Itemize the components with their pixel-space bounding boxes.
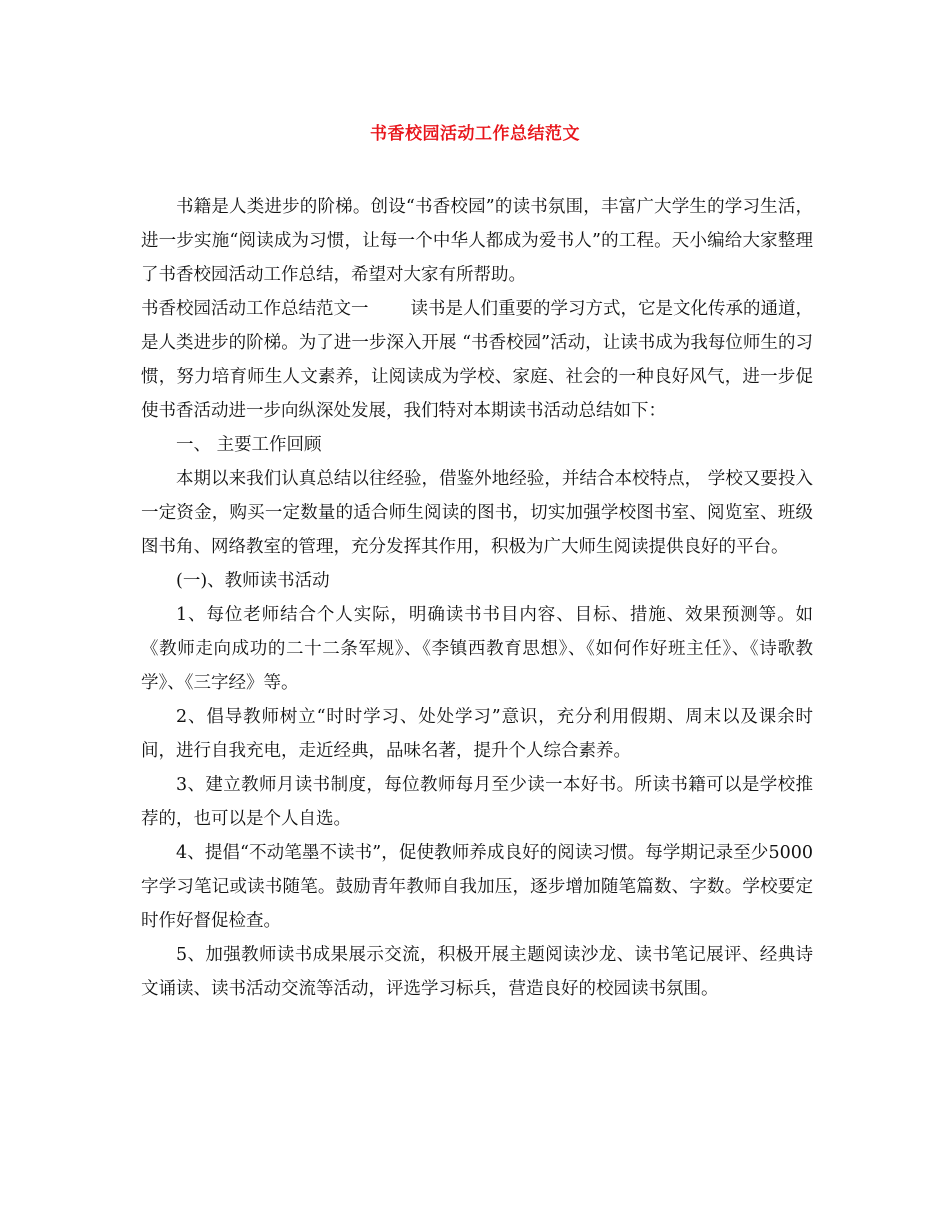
document-body [141, 190, 813, 1006]
section-intro-paragraph [141, 292, 813, 428]
section-title: 书香校园活动工作总结范文一 [141, 299, 369, 319]
document-title: 书香校园活动工作总结范文 [370, 124, 580, 144]
review-paragraph: 本期以来我们认真总结以往经验，借鉴外地经验，并结合本校特点， 学校又要投入一定资金，购买一定数量的适合师生阅读的图书，切实加强学校图书室、阅览室、班级图书角、网络教室的管理，充分发挥其作用，积极为广大师生阅读提供良好的平台。 [141, 469, 813, 557]
intro-paragraph: 书籍是人类进步的阶梯。创设“书香校园”的读书氛围，丰富广大学生的学习生活，进一步实施“阅读成为习惯，让每一个中华人都成为爱书人”的工程。天小编给大家整理了书香校园活动工作总结，希望对大家有所帮助。 [141, 197, 813, 285]
list-item: 3、建立教师月读书制度，每位教师每月至少读一本好书。所读书籍可以是学校推荐的，也可以是个人自选。 [141, 775, 813, 829]
list-item: 1、每位老师结合个人实际，明确读书书目内容、目标、措施、效果预测等。如《教师走向成功的二十二条军规》、《李镇西教育思想》、《如何作好班主任》、《诗歌教学》、《三字经》等。 [141, 605, 813, 693]
section-intro-text: 读书是人们重要的学习方式，它是文化传承的通道，是人类进步的阶梯。为了进一步深入开展 “书香校园”活动，让读书成为我每位师生的习惯，努力培育师生人文素养，让阅读成为学校、家庭、社会的一种良好风气，进一步促使书香活动进一步向纵深处发展，我们特对本期读书活动总结如下： [141, 299, 813, 421]
list-item: 2、倡导教师树立“时时学习、处处学习”意识，充分利用假期、周末以及课余时间，进行自我充电，走近经典，品味名著，提升个人综合素养。 [141, 707, 813, 761]
list-item: 5、加强教师读书成果展示交流，积极开展主题阅读沙龙、读书笔记展评、经典诗文诵读、读书活动交流等活动，评选学习标兵，营造良好的校园读书氛围。 [141, 945, 813, 999]
subheading-teacher-reading: (一)、教师读书活动 [176, 571, 330, 591]
heading-main-review: 一、 主要工作回顾 [176, 435, 322, 455]
list-item: 4、提倡“不动笔墨不读书”，促使教师养成良好的阅读习惯。每学期记录至少5000字学习笔记或读书随笔。鼓励青年教师自我加压，逐步增加随笔篇数、字数。学校要定时作好督促检查。 [141, 843, 813, 931]
